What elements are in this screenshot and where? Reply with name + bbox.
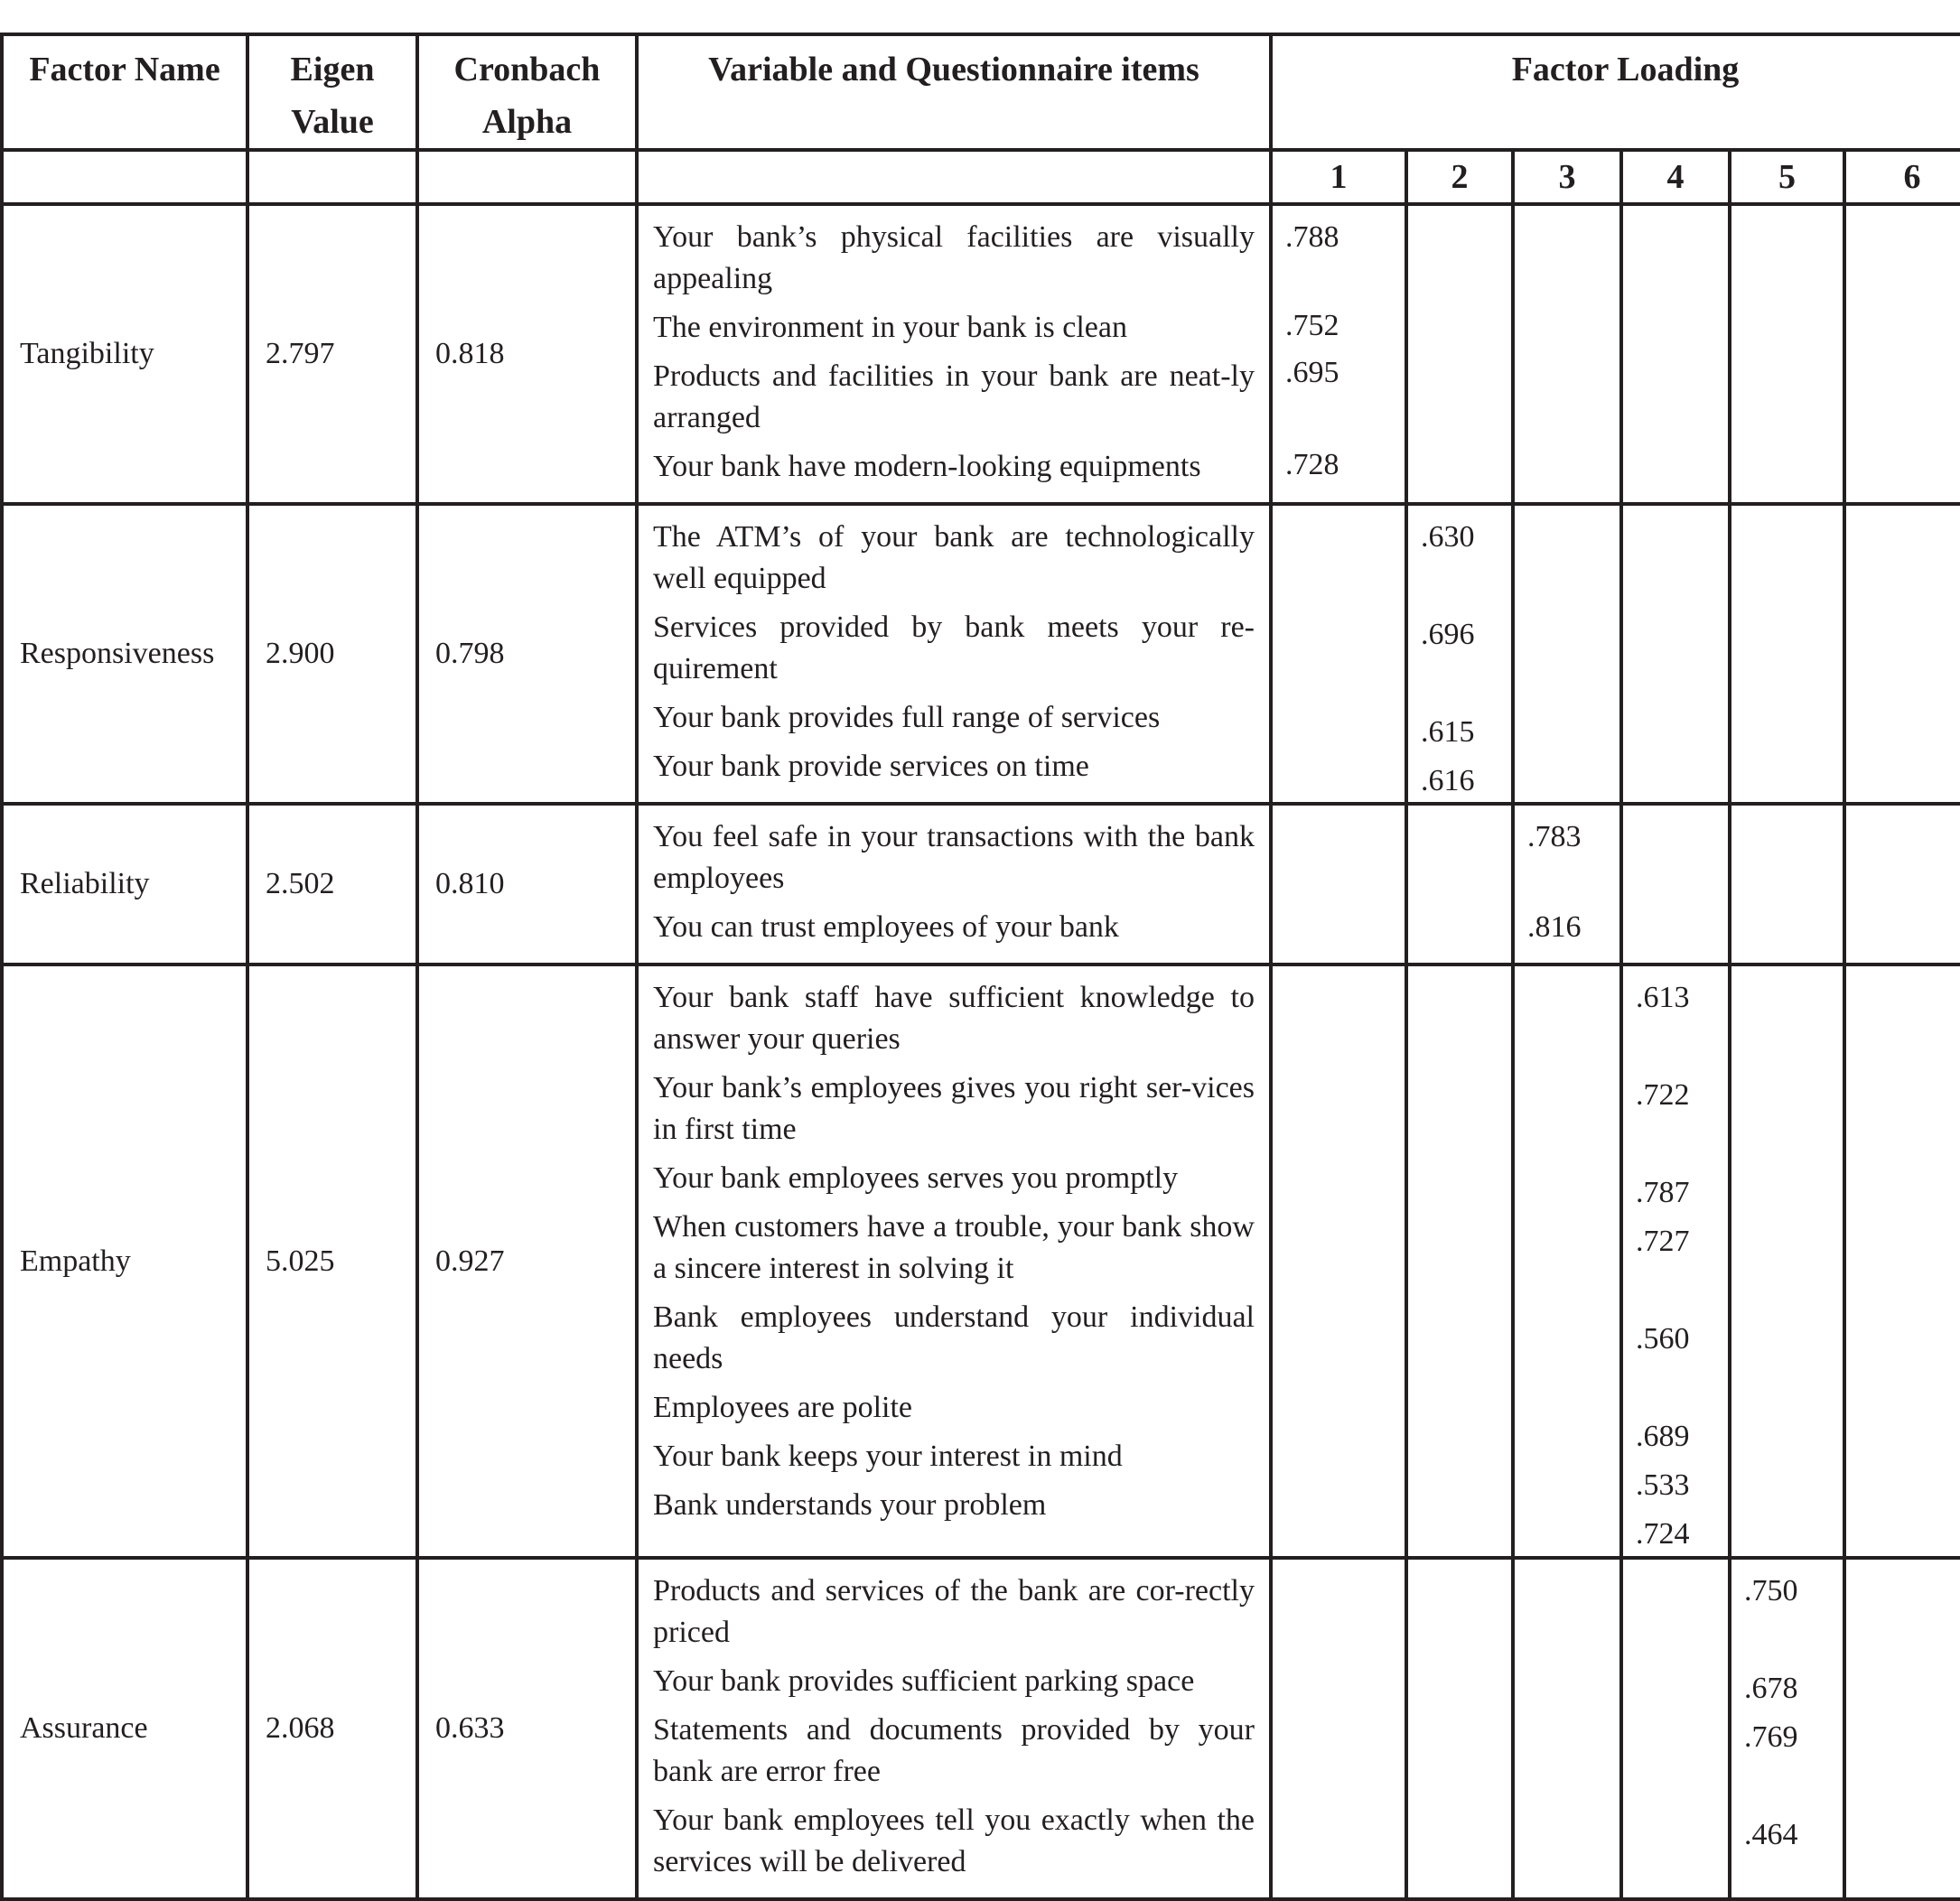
loading-col-6: 6 [1844, 150, 1960, 204]
questionnaire-items-cell [637, 964, 1271, 1558]
loading-value: .750 [1744, 1574, 1798, 1607]
loading-cell-5 [1730, 964, 1844, 1558]
questionnaire-item: Bank understands your problem [653, 1488, 1047, 1522]
loading-cell-6 [1844, 504, 1960, 804]
loading-cell-4 [1621, 204, 1730, 504]
loading-cell-2 [1406, 204, 1513, 504]
questionnaire-item: Your bank employees tell you exactly when the services will be delivered [653, 1803, 1255, 1878]
loading-value: .722 [1636, 1078, 1690, 1112]
eigen-value-cell: 5.025 [247, 964, 417, 1558]
loading-cell-1 [1271, 804, 1406, 964]
factor-analysis-table [0, 33, 1960, 1901]
eigen-value-cell: 2.900 [247, 504, 417, 804]
loading-cell-6 [1844, 1558, 1960, 1899]
loading-cell-6 [1844, 204, 1960, 504]
loading-value: .728 [1285, 448, 1339, 481]
questionnaire-item: The environment in your bank is clean [653, 311, 1127, 344]
factor-row [2, 1558, 1960, 1899]
loading-value: .724 [1636, 1517, 1690, 1551]
questionnaire-item: Your bank keeps your interest in mind [653, 1440, 1123, 1473]
loading-cell-1 [1271, 204, 1406, 504]
subheader-empty [2, 150, 247, 204]
questionnaire-item: Bank employees understand your individual needs [653, 1300, 1255, 1375]
loading-value: .752 [1285, 309, 1339, 342]
questionnaire-items-cell [637, 1558, 1271, 1899]
loading-cell-2 [1406, 504, 1513, 804]
loading-value: .689 [1636, 1420, 1690, 1453]
factor-row [2, 204, 1960, 504]
loading-value: .816 [1527, 910, 1582, 944]
cronbach-alpha-cell: 0.927 [417, 964, 637, 1558]
subheader-row [2, 150, 1960, 204]
loading-value: .769 [1744, 1720, 1798, 1754]
header-factor-loading: Factor Loading [1271, 34, 1960, 150]
cronbach-alpha-cell: 0.818 [417, 204, 637, 504]
loading-value: .533 [1636, 1468, 1690, 1502]
loading-value: .615 [1421, 715, 1475, 749]
loading-value: .696 [1421, 618, 1475, 651]
loading-value: .695 [1285, 356, 1339, 389]
questionnaire-item: The ATM’s of your bank are technologically well equipped [653, 520, 1255, 595]
loading-cell-4 [1621, 1558, 1730, 1899]
questionnaire-item: Your bank’s physical facilities are visually appealing [653, 220, 1255, 295]
header-cronbach-alpha: Cronbach Alpha [417, 34, 637, 150]
loading-cell-2 [1406, 964, 1513, 1558]
questionnaire-item: Your bank have modern-looking equipments [653, 450, 1201, 483]
loading-col-2: 2 [1406, 150, 1513, 204]
questionnaire-item: You can trust employees of your bank [653, 910, 1119, 944]
loading-cell-3 [1513, 1558, 1621, 1899]
header-eigen-value: Eigen Value [247, 34, 417, 150]
factor-name-cell: Empathy [2, 964, 247, 1558]
loading-cell-3 [1513, 964, 1621, 1558]
loading-cell-1 [1271, 964, 1406, 1558]
loading-cell-4 [1621, 804, 1730, 964]
table-body [2, 204, 1960, 1899]
header-factor-name: Factor Name [2, 34, 247, 150]
eigen-value-cell: 2.797 [247, 204, 417, 504]
loading-cell-3 [1513, 204, 1621, 504]
loading-value: .787 [1636, 1176, 1690, 1209]
loading-value: .464 [1744, 1818, 1798, 1851]
loading-value: .727 [1636, 1225, 1690, 1258]
cronbach-alpha-cell: 0.633 [417, 1558, 637, 1899]
cronbach-alpha-cell: 0.810 [417, 804, 637, 964]
loading-cell-6 [1844, 804, 1960, 964]
factor-name-cell: Responsiveness [2, 504, 247, 804]
loading-cell-5 [1730, 804, 1844, 964]
loading-value: .560 [1636, 1322, 1690, 1356]
questionnaire-item: Statements and documents provided by your bank are error free [653, 1713, 1255, 1788]
loading-cell-5 [1730, 504, 1844, 804]
questionnaire-item: Your bank employees serves you promptly [653, 1161, 1179, 1195]
header-variable-items: Variable and Questionnaire items [637, 34, 1271, 150]
loading-cell-4 [1621, 964, 1730, 1558]
factor-name-cell: Reliability [2, 804, 247, 964]
subheader-empty [637, 150, 1271, 204]
loading-cell-3 [1513, 504, 1621, 804]
header-row [2, 34, 1960, 150]
questionnaire-item: Your bank staff have sufficient knowledge to answer your queries [653, 981, 1255, 1056]
loading-cell-1 [1271, 504, 1406, 804]
subheader-empty [247, 150, 417, 204]
questionnaire-items-cell [637, 204, 1271, 504]
loading-cell-2 [1406, 1558, 1513, 1899]
loading-col-1: 1 [1271, 150, 1406, 204]
factor-name-cell: Assurance [2, 1558, 247, 1899]
loading-col-4: 4 [1621, 150, 1730, 204]
loading-cell-3 [1513, 804, 1621, 964]
questionnaire-item: Your bank provides sufficient parking space [653, 1664, 1195, 1698]
factor-row [2, 504, 1960, 804]
loading-value: .678 [1744, 1672, 1798, 1705]
questionnaire-items-cell [637, 804, 1271, 964]
loading-col-5: 5 [1730, 150, 1844, 204]
loading-cell-2 [1406, 804, 1513, 964]
questionnaire-item: When customers have a trouble, your bank show a sincere interest in solving it [653, 1210, 1255, 1285]
factor-name-cell: Tangibility [2, 204, 247, 504]
subheader-empty [417, 150, 637, 204]
loading-value: .616 [1421, 764, 1475, 797]
loading-value: .788 [1285, 220, 1339, 254]
loading-cell-6 [1844, 964, 1960, 1558]
loading-value: .613 [1636, 981, 1690, 1014]
questionnaire-item: Services provided by bank meets your re-quirement [653, 610, 1255, 685]
questionnaire-item: Your bank’s employees gives you right ser-vices in first time [653, 1071, 1255, 1146]
questionnaire-item: Your bank provides full range of services [653, 701, 1161, 734]
loading-cell-5 [1730, 204, 1844, 504]
questionnaire-item: You feel safe in your transactions with the bank employees [653, 820, 1255, 895]
questionnaire-item: Your bank provide services on time [653, 750, 1089, 783]
loading-cell-1 [1271, 1558, 1406, 1899]
loading-value: .783 [1527, 820, 1582, 853]
questionnaire-item: Products and services of the bank are cor-rectly priced [653, 1574, 1255, 1649]
loading-cell-5 [1730, 1558, 1844, 1899]
loading-value: .630 [1421, 520, 1475, 554]
questionnaire-item: Products and facilities in your bank are neat-ly arranged [653, 359, 1255, 434]
cronbach-alpha-cell: 0.798 [417, 504, 637, 804]
factor-row [2, 964, 1960, 1558]
loading-col-3: 3 [1513, 150, 1621, 204]
questionnaire-item: Employees are polite [653, 1391, 913, 1424]
eigen-value-cell: 2.502 [247, 804, 417, 964]
factor-row [2, 804, 1960, 964]
questionnaire-items-cell [637, 504, 1271, 804]
eigen-value-cell: 2.068 [247, 1558, 417, 1899]
loading-cell-4 [1621, 504, 1730, 804]
